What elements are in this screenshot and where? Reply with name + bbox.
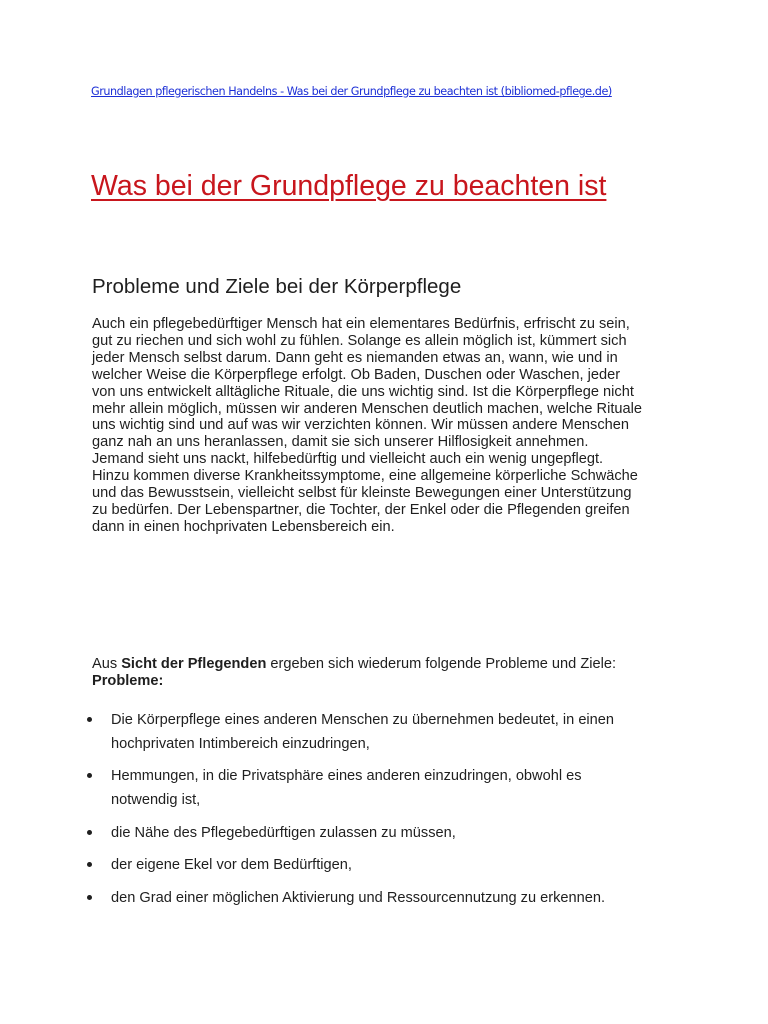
bullet-icon	[87, 862, 92, 867]
perspective-emphasis: Sicht der Pflegenden	[121, 656, 267, 672]
list-item	[91, 764, 691, 812]
article-title: Was bei der Grundpflege zu beachten ist	[91, 170, 607, 202]
intro-paragraph: Auch ein pflegebedürftiger Mensch hat ein elementares Bedürfnis, erfrischt zu sein, gut zu riechen und sich wohl zu fühlen. Solange es allein möglich ist, kümmert sich jeder Mensch selbst darum. Dann geht es niemanden etwas an, wann, wie und in welcher Weise die Körperpflege erfolgt. Ob Baden, Duschen oder Waschen, jeder von uns entwickelt alltägliche Rituale, die uns wichtig sind. Ist die Körperpflege nicht mehr allein möglich, müssen wir anderen Menschen deutlich machen, welche Rituale uns wichtig sind und auf was wir verzichten können. Wir müssen andere Menschen ganz nah an uns heranlassen, damit sie sich unserer Hilflosigkeit annehmen. Jemand sieht uns nackt, hilfebedürftig und vielleicht auch ein wenig ungepflegt. Hinzu kommen diverse Krankheitssymptome, eine allgemeine körperliche Schwäche und das Bewusstsein, vielleicht selbst für kleinste Bewegungen einer Unterstützung zu bedürfen. Der Lebenspartner, die Tochter, der Enkel oder die Pflegenden greifen dann in einen hochprivaten Lebensbereich ein.	[92, 316, 642, 535]
list-item-text: Die Körperpflege eines anderen Menschen zu übernehmen bedeutet, in einen hochprivaten Intimbereich einzudringen,	[111, 712, 615, 752]
list-item-text: der eigene Ekel vor dem Bedürftigen,	[111, 857, 352, 873]
list-item	[91, 821, 691, 845]
list-item-text: Hemmungen, in die Privatsphäre eines anderen einzudringen, obwohl es notwendig ist,	[111, 768, 582, 808]
problems-label: Probleme:	[92, 673, 164, 689]
perspective-suffix: ergeben sich wiederum folgende Probleme und Ziele:	[266, 656, 617, 672]
list-item-text: den Grad einer möglichen Aktivierung und Ressourcennutzung zu erkennen.	[111, 890, 606, 906]
source-link[interactable]: Grundlagen pflegerischen Handelns - Was bei der Grundpflege zu beachten ist (bibliomed-pflege.de)	[91, 85, 612, 98]
list-item	[91, 708, 691, 756]
list-item-text: die Nähe des Pflegebedürftigen zulassen zu müssen,	[111, 825, 456, 841]
list-item	[91, 886, 691, 910]
perspective-intro	[92, 656, 616, 673]
section-heading: Probleme und Ziele bei der Körperpflege	[92, 275, 462, 298]
bullet-icon	[87, 895, 92, 900]
bullet-icon	[87, 773, 92, 778]
perspective-prefix: Aus	[92, 656, 122, 672]
bullet-icon	[87, 830, 92, 835]
list-item	[91, 853, 691, 877]
bullet-icon	[87, 717, 92, 722]
